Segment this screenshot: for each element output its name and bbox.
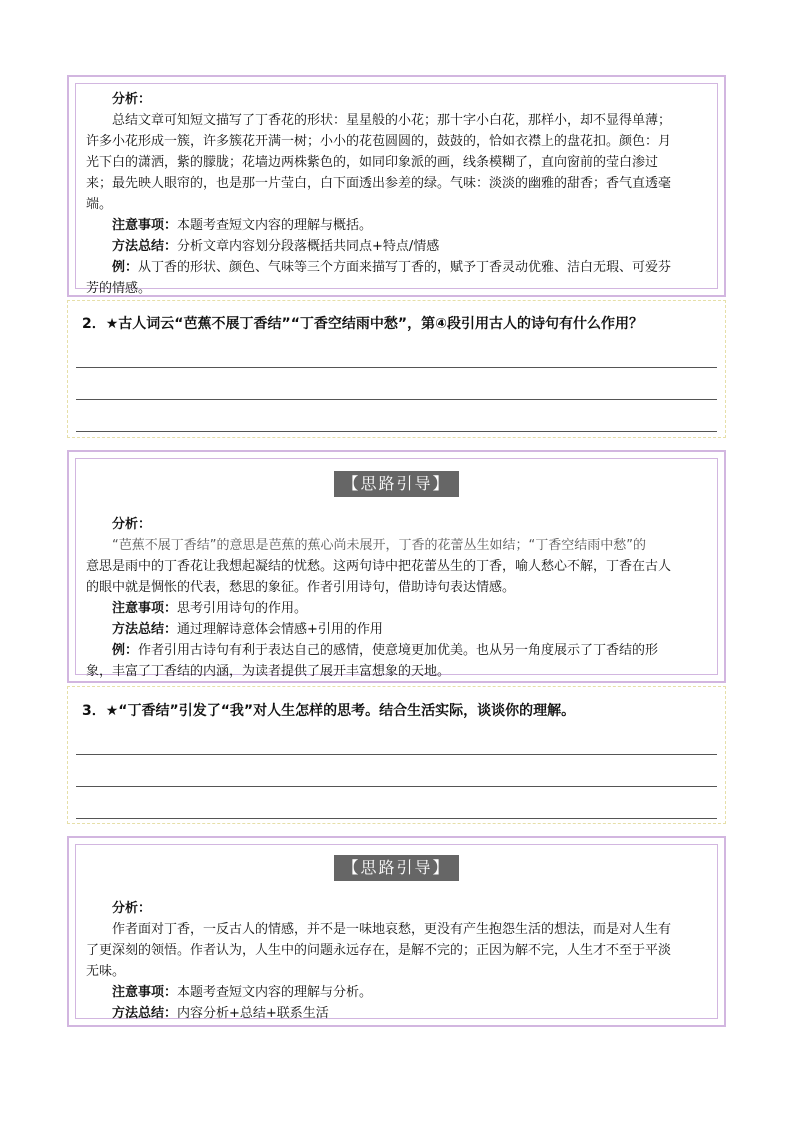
question-3-text: 3．★“丁香结”引发了“我”对人生怎样的思考。结合生活实际，谈谈你的理解。	[82, 703, 576, 719]
guide-badge-wrap	[86, 471, 707, 497]
analysis-box-2	[67, 450, 726, 683]
method-text: 通过理解诗意体会情感+引用的作用	[177, 622, 383, 637]
analysis-label: 分析：	[112, 901, 152, 916]
note-text: 本题考查短文内容的理解与概括。	[177, 218, 373, 233]
note-label: 注意事项：	[112, 218, 178, 233]
method-text: 分析文章内容划分段落概括共同点+特点/情感	[177, 239, 440, 254]
example-line: 作者引用古诗句有利于表达自己的感情，使意境更加优美。也从另一角度展示了丁香结的形	[138, 643, 659, 658]
analysis-line: 的眼中就是惆怅的代表，愁思的象征。作者引用诗句，借助诗句表达情感。	[86, 580, 516, 595]
example-line: 象，丰富了丁香结的内涵，为读者提供了展开丰富想象的天地。	[86, 664, 451, 679]
answer-line[interactable]	[76, 400, 717, 432]
answer-line[interactable]	[76, 787, 717, 819]
analysis-box-1	[67, 75, 726, 297]
analysis-label: 分析：	[112, 92, 152, 107]
analysis-box-1-inner	[75, 83, 718, 296]
analysis-line: “芭蕉不展丁香结”的意思是芭蕉的蕉心尚未展开，丁香的花蕾丛生如结；“丁香空结雨中愁”的	[112, 538, 646, 553]
answer-line[interactable]	[76, 722, 717, 755]
example-row	[86, 257, 707, 278]
method-label: 方法总结：	[112, 239, 178, 254]
analysis-line: 意思是雨中的丁香花让我想起凝结的忧愁。这两句诗中把花蕾丛生的丁香，喻人愁心不解，丁香在古人	[86, 559, 672, 574]
analysis-line: 端。	[86, 197, 113, 212]
method-row	[86, 236, 707, 257]
note-row	[86, 598, 707, 619]
analysis-box-2-inner	[75, 458, 718, 679]
analysis-line: 光下白的潇洒，紫的朦胧；花墙边两株紫色的，如同印象派的画，线条模糊了，直向窗前的莹白渗过	[86, 155, 659, 170]
analysis-line: 来；最先映人眼帘的，也是那一片莹白，白下面透出参差的绿。气味：淡淡的幽雅的甜香；香气直透毫	[86, 176, 672, 191]
example-line: 芳的情感。	[86, 281, 152, 296]
method-row	[86, 619, 707, 640]
method-label: 方法总结：	[112, 622, 178, 637]
note-row	[86, 982, 707, 1003]
example-row	[86, 640, 707, 661]
guide-badge: 【思路引导】	[334, 471, 458, 497]
note-text: 本题考查短文内容的理解与分析。	[177, 985, 373, 1000]
example-label: 例：	[112, 643, 139, 658]
analysis-line: 作者面对丁香，一反古人的情感，并不是一味地哀愁，更没有产生抱怨生活的想法，而是对人生有	[112, 922, 672, 937]
method-text: 内容分析+总结+联系生活	[177, 1006, 329, 1021]
guide-badge-wrap	[86, 855, 707, 881]
method-label: 方法总结：	[112, 1006, 178, 1021]
answer-line[interactable]	[76, 755, 717, 787]
analysis-line: 了更深刻的领悟。作者认为，人生中的问题永远存在，是解不完的；正因为解不完，人生才不至于平淡	[86, 943, 672, 958]
question-2-block	[67, 300, 726, 438]
example-label: 例：	[112, 260, 139, 275]
analysis-box-3	[67, 836, 726, 1027]
analysis-line: 总结文章可知短文描写了丁香花的形状：星星般的小花；那十字小白花，那样小，却不显得单薄；	[112, 113, 672, 128]
analysis-line: 无味。	[86, 964, 126, 979]
guide-badge: 【思路引导】	[334, 855, 458, 881]
answer-line[interactable]	[76, 368, 717, 400]
analysis-line: 许多小花形成一簇，许多簇花开满一树；小小的花苞圆圆的，鼓鼓的，恰如衣襟上的盘花扣。颜色：月	[86, 134, 672, 149]
note-label: 注意事项：	[112, 985, 178, 1000]
analysis-label: 分析：	[112, 517, 152, 532]
question-2-text: 2．★古人词云“芭蕉不展丁香结”“丁香空结雨中愁”，第④段引用古人的诗句有什么作用？	[82, 316, 643, 332]
question-3-block	[67, 686, 726, 824]
note-label: 注意事项：	[112, 601, 178, 616]
example-line: 从丁香的形状、颜色、气味等三个方面来描写丁香的，赋予丁香灵动优雅、洁白无瑕、可爱芬	[138, 260, 672, 275]
note-text: 思考引用诗句的作用。	[177, 601, 308, 616]
method-row	[86, 1003, 707, 1024]
answer-line[interactable]	[76, 335, 717, 368]
note-row	[86, 215, 707, 236]
analysis-box-3-inner	[75, 844, 718, 1019]
